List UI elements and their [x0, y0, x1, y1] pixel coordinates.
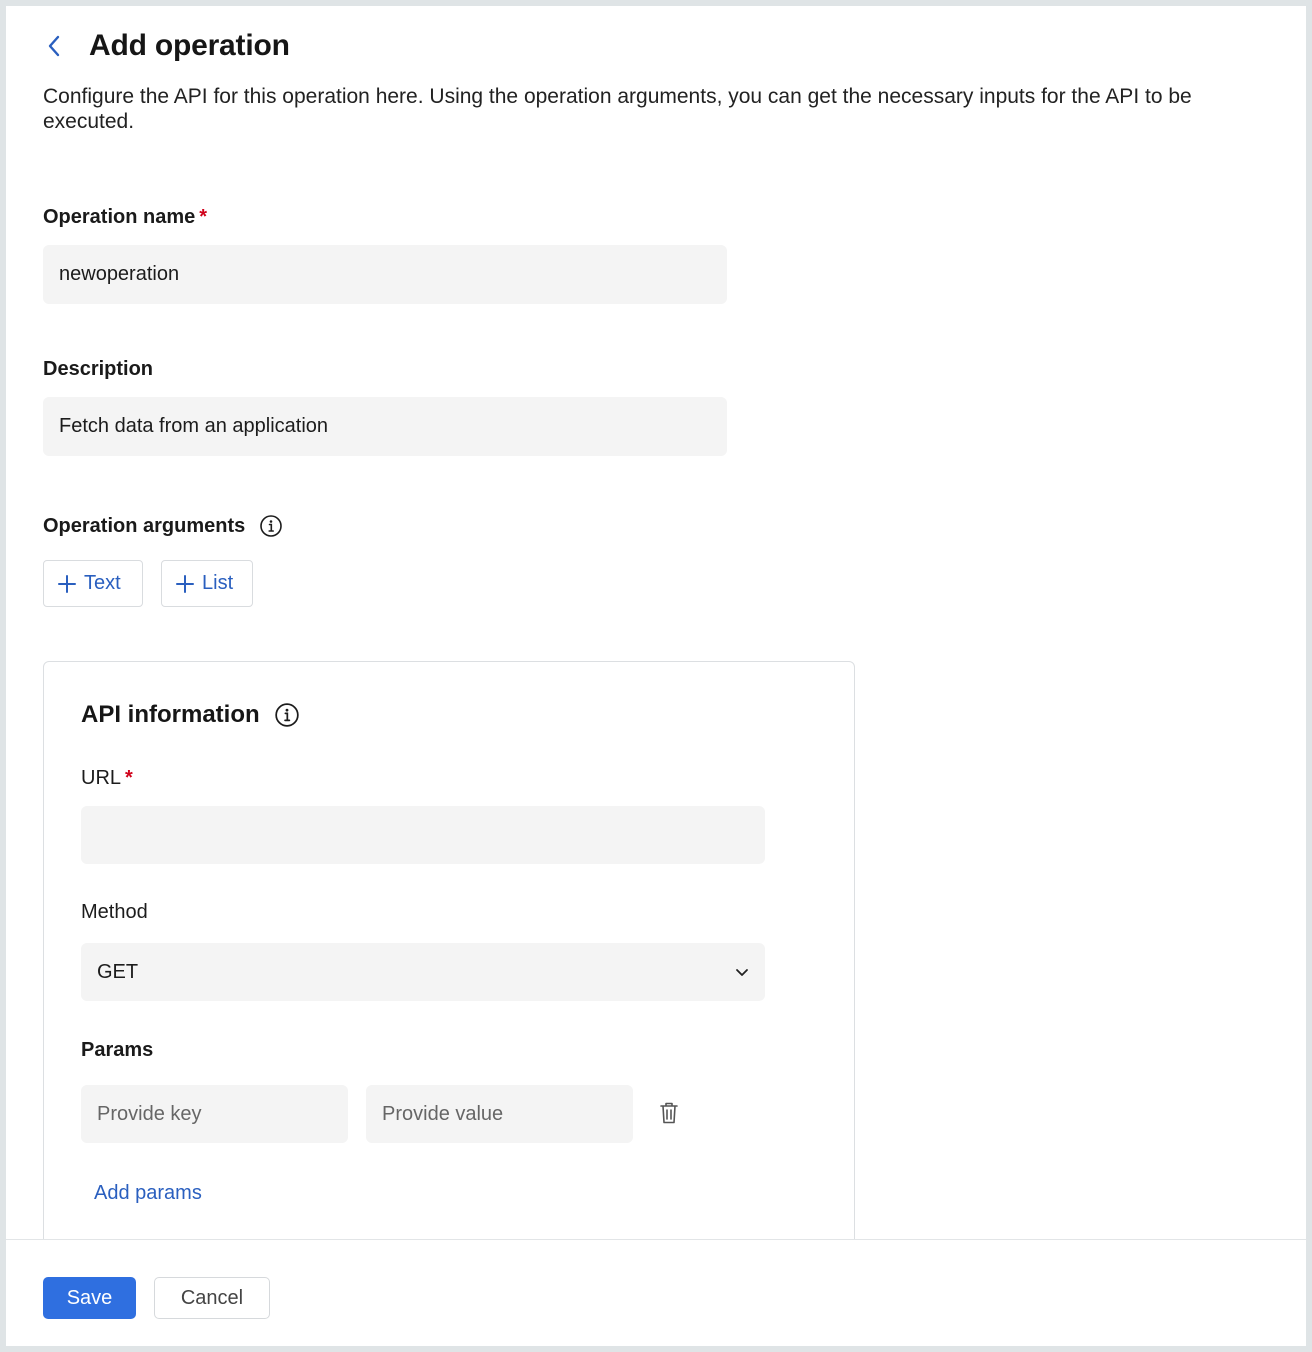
params-label: Params: [81, 1039, 154, 1061]
api-information-title: [81, 701, 300, 729]
add-list-argument-label: List: [202, 572, 234, 594]
operation-arguments-label-text: Operation arguments: [43, 514, 246, 537]
page-header: [43, 28, 290, 64]
footer-bar: [6, 1239, 1306, 1346]
description-value: Fetch data from an application: [59, 415, 329, 437]
add-text-argument-label: Text: [84, 572, 121, 594]
description-input[interactable]: [43, 397, 727, 456]
back-button[interactable]: [43, 30, 75, 62]
operation-name-value: newoperation: [59, 263, 180, 285]
page-title: Add operation: [89, 29, 290, 62]
add-text-argument-button[interactable]: [43, 560, 143, 607]
operation-name-label: [43, 206, 207, 229]
info-icon[interactable]: [274, 702, 300, 728]
param-value-input[interactable]: [366, 1085, 633, 1143]
param-key-input[interactable]: [81, 1085, 348, 1143]
intro-text: Configure the API for this operation here. Using the operation arguments, you can get the necessary inputs for the API to be executed.: [43, 85, 1192, 133]
chevron-left-icon: [43, 33, 65, 59]
url-label-text: URL: [81, 767, 122, 789]
chevron-down-icon: [735, 967, 749, 977]
trash-icon[interactable]: [658, 1101, 680, 1130]
api-information-title-text: API information: [81, 701, 260, 728]
plus-icon: [58, 575, 76, 593]
description-label: Description: [43, 358, 154, 380]
save-button[interactable]: Save: [43, 1277, 136, 1319]
required-mark: *: [125, 767, 133, 789]
cancel-button[interactable]: Cancel: [154, 1277, 270, 1319]
param-key-placeholder: Provide key: [97, 1102, 202, 1125]
page-frame: [6, 6, 1306, 1346]
method-value: GET: [97, 960, 139, 983]
method-select[interactable]: [81, 943, 765, 1001]
plus-icon: [176, 575, 194, 593]
method-label: Method: [81, 901, 148, 923]
add-params-link[interactable]: Add params: [94, 1182, 202, 1204]
param-value-placeholder: Provide value: [382, 1102, 504, 1125]
url-input[interactable]: [81, 806, 765, 864]
add-list-argument-button[interactable]: [161, 560, 253, 607]
info-icon[interactable]: [259, 514, 283, 538]
operation-arguments-label: [43, 514, 283, 538]
required-mark: *: [199, 206, 208, 228]
operation-name-input[interactable]: [43, 245, 727, 304]
url-label: [81, 767, 133, 790]
operation-name-label-text: Operation name: [43, 206, 196, 228]
